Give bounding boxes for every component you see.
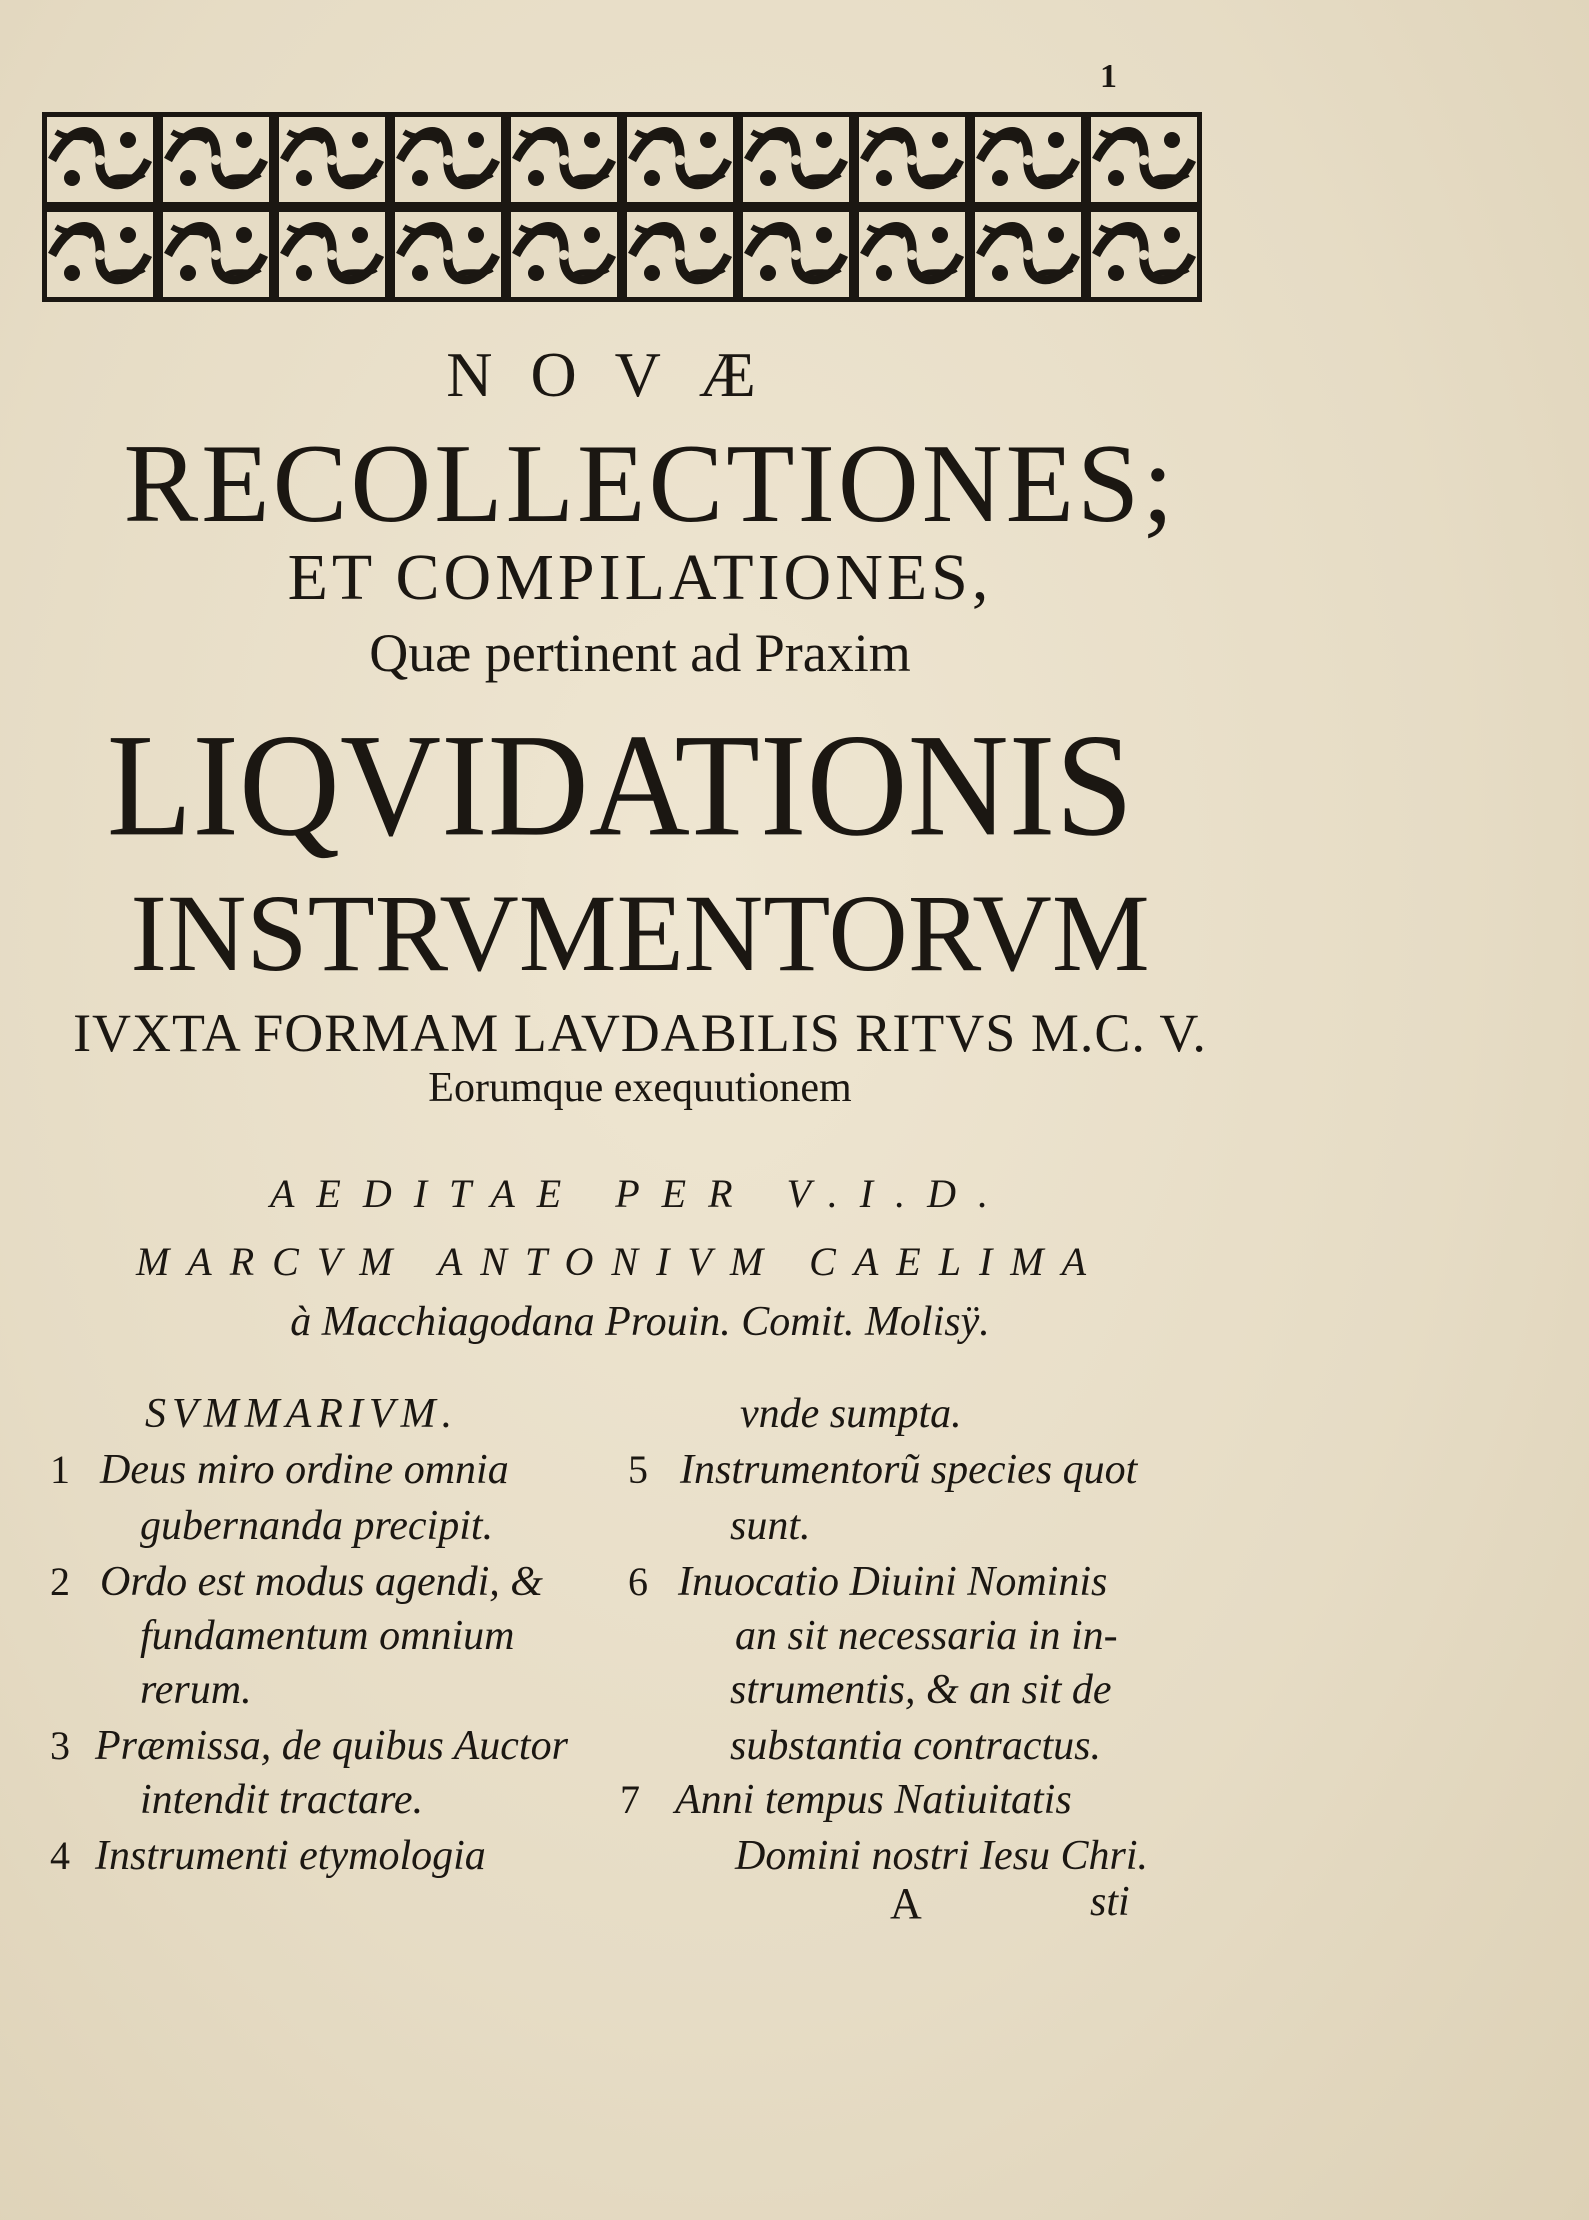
title-line-liquidationis: LIQVIDATIONIS <box>106 704 1134 867</box>
title-line-iuxta-formam: IVXTA FORMAM LAVDABILIS RITVS M.C. V. <box>73 1003 1207 1063</box>
title-line-instrumentorum: INSTRVMENTORVM <box>130 872 1150 994</box>
summary-item-line: Præmissa, de quibus Auctor <box>95 1723 568 1769</box>
title-line-novae: NOVÆ <box>446 339 794 410</box>
summary-item-line: intendit tractare. <box>140 1777 424 1823</box>
title-line-exequutionem: Eorumque exequutionem <box>428 1065 852 1111</box>
title-line-pertinent: Quæ pertinent ad Praxim <box>369 623 911 683</box>
summary-item-line: Domini nostri Iesu Chri. <box>735 1833 1149 1879</box>
summary-heading: SVMMARIVM. <box>145 1391 459 1437</box>
signature-mark: A <box>890 1879 922 1928</box>
page-number: 1 <box>1100 58 1117 95</box>
summary-item-line: Anni tempus Natiuitatis <box>675 1777 1072 1823</box>
summary-item-line: Ordo est modus agendi, & <box>100 1559 543 1605</box>
summary-item-line: an sit necessaria in in- <box>735 1613 1118 1659</box>
summary-item-line: Instrumenti etymologia <box>95 1833 486 1879</box>
woodcut-ornament-band <box>42 112 1202 302</box>
summary-item-line: Inuocatio Diuini Nominis <box>678 1559 1108 1605</box>
edited-by-line: AEDITAE PER V.I.D. <box>269 1171 1010 1216</box>
summary-item-line: Instrumentorũ species quot <box>680 1447 1138 1493</box>
summary-item-number: 3 <box>50 1723 70 1768</box>
summary-item-number: 1 <box>50 1447 70 1492</box>
summary-item-line: substantia contractus. <box>730 1723 1102 1769</box>
summary-item-line: strumentis, & an sit de <box>730 1667 1112 1713</box>
summary-item-line: sunt. <box>730 1503 811 1549</box>
summary-item-line: gubernanda precipit. <box>140 1503 494 1549</box>
summary-item-line: rerum. <box>140 1667 252 1713</box>
title-line-recollectiones: RECOLLECTIONES; <box>123 422 1177 546</box>
summary-item-number: 6 <box>628 1559 648 1604</box>
summary-item-line: Deus miro ordine omnia <box>100 1447 509 1493</box>
summary-item-number: 2 <box>50 1559 70 1604</box>
summary-item-line: vnde sumpta. <box>740 1391 962 1437</box>
summary-item-number: 4 <box>50 1833 70 1878</box>
author-name-line: MARCVM ANTONIVM CAELIMA <box>135 1239 1105 1284</box>
summary-item-line: fundamentum omnium <box>140 1613 515 1659</box>
summary-item-number: 5 <box>628 1447 648 1492</box>
author-origin-line: à Macchiagodana Prouin. Comit. Molisÿ. <box>290 1299 990 1345</box>
summary-item-number: 7 <box>620 1777 640 1822</box>
title-line-compilationes: ET COMPILATIONES, <box>287 541 993 614</box>
catchword: sti <box>1090 1879 1130 1925</box>
